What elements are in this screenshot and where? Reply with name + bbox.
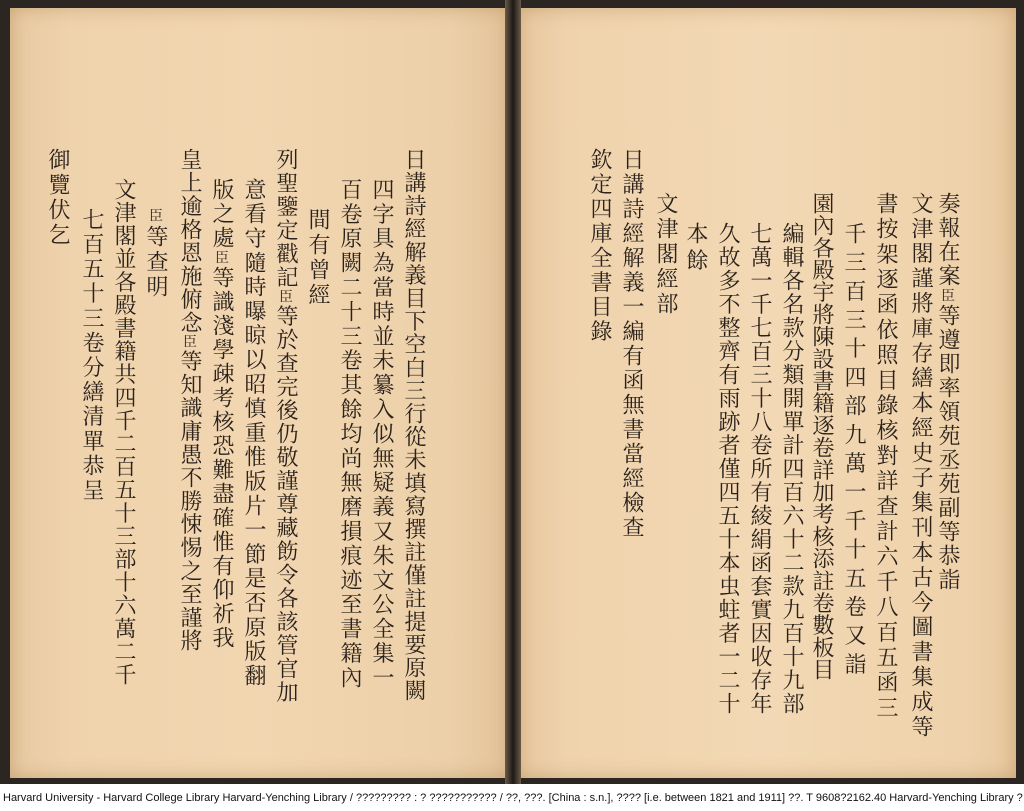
right-col-9: 本餘 [683,222,708,276]
left-col-5: 列聖鑒定戳記臣等於查完後仍敬謹尊藏飭令各該管官加 [273,148,298,704]
left-col-8: 皇上逾格恩施俯念臣等知識庸愚不勝悚惕之至謹將 [177,148,202,653]
left-col-1: 日講詩經解義目下空白三行從未填寫撰註僅註提要原闕 [401,148,426,703]
image-caption: Harvard University - Harvard College Library Harvard-Yenching Library / ????????? : ? ??????????? / ??, ???. [China : s.n.], ???? [i.e. between 1821 and 1911] ??. T 9608?2162.40 Harvard-Yenching Library ? [3,792,1023,804]
right-col-5: 園內各殿宇將陳設書籍逐卷詳加考核添註卷數板目 [809,192,834,681]
right-col-10: 文津閣經部 [653,192,678,317]
left-col-11: 七百五十三卷分繕清單恭呈 [79,208,104,504]
right-col-1: 奏報在案臣等遵即率領苑丞苑副等恭詣 [935,192,960,592]
right-col-6: 編輯各名款分類開單計四百六十二款九百十九部 [779,222,804,716]
left-col-10: 文津閣並各殿書籍共四千二百五十三部十六萬二千 [111,178,136,687]
left-col-4: 間有曾經 [305,208,330,308]
right-col-3: 書按架逐函依照目錄核對詳查計六千八百五函三 [873,192,898,722]
left-col-6: 意看守隨時曝晾以昭慎重惟版片一節是否原版翻 [241,178,266,689]
left-col-9: 臣等查明 [143,208,168,300]
left-col-7: 版之處臣等識淺學疎考核恐難盡確惟有仰祈我 [209,178,234,650]
right-col-12: 欽定四庫全書目錄 [587,148,612,344]
left-col-12: 御覽伏乞 [45,148,70,248]
right-col-4: 千三百三十四部九萬一千十五卷又詣 [841,222,866,682]
right-col-2: 文津閣謹將庫存繕本經史子集刊本古今圖書集成等 [908,192,933,740]
right-col-7: 七萬一千七百三十八卷所有綾絹函套實因收存年 [747,222,772,716]
right-col-11: 日講詩經解義一編有函無書當經檢查 [619,148,644,540]
book-gutter [505,0,521,784]
left-col-2: 四字具為當時並未纂入似無疑義又朱文公全集一 [369,178,394,691]
left-col-3: 百卷原闕二十三卷其餘均尚無磨損痕迹至書籍內 [337,178,362,691]
right-col-8: 久故多不整齊有雨跡者僅四五十本虫蛀者一二十 [715,222,740,716]
